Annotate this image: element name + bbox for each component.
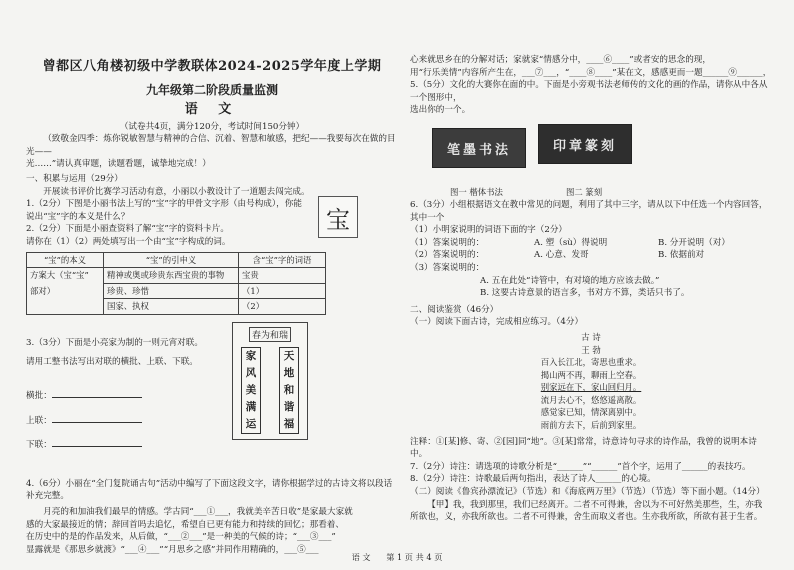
section1-heading: 一、积累与运用（29分） bbox=[26, 173, 123, 184]
q4-cont2: 用“行乐美情”内容所产生在，___⑦___，“____⑧____”某在文，感感更而一题______⑨______， bbox=[410, 67, 772, 78]
section2-heading: 二、阅读鉴赏（46分） bbox=[410, 304, 499, 315]
q1-text: 1.（2分）下图是小丽书法上写的“宝”字的甲骨文字形（由号构成），你能 bbox=[26, 199, 302, 210]
q5-text: 5.（5分）文化的大赛你在面的中。下面是小旁观书法老师传的文化的画的作品，请你从中各从一个图形中， bbox=[410, 80, 768, 103]
q6-quote1[interactable]: A. 五在此处“诗管中，有对境的地方应该去做。” bbox=[480, 275, 660, 286]
couplet-char: 谐 bbox=[283, 401, 295, 413]
poem-line: 揭山两不再，聊雨上空春。 bbox=[540, 369, 642, 380]
left-column bbox=[26, 6, 398, 556]
passage-line: 所欲也，义，亦我所欲也。二者不可得兼，舍生而取义者也。生亦我所欲，所欲有甚于生者。 bbox=[410, 512, 763, 523]
poem bbox=[410, 331, 772, 432]
q4-body: 月亮的和加油我们最早的情感。学古同“___①___，我就美辛苦日收”是家最大家就 bbox=[43, 507, 353, 518]
couplet-left-strip bbox=[241, 347, 261, 434]
poem-line: 百入长江北，寄思也重求。 bbox=[540, 357, 642, 368]
q3-text: 3.（3分）下面是小亮家为制的一则元宵对联。 bbox=[26, 337, 203, 348]
shanglian-row bbox=[26, 413, 398, 428]
table-cell: 宝贵 bbox=[239, 268, 326, 284]
poem-title: 古 诗 bbox=[581, 331, 601, 342]
q6-opts3: （3）答案说明的： bbox=[410, 262, 485, 273]
sub2-heading: （二）阅读《鲁宾孙漂流记》（节选）和《海底两万里》（节选）（节选）等下面小题。（14分） bbox=[410, 487, 765, 498]
table-cell: 方案大（宝“宝” bbox=[27, 268, 104, 284]
q6-opt-a[interactable]: A. 心意、发哥 bbox=[534, 250, 589, 261]
q6-opt-label: （2）答案说明的： bbox=[410, 250, 485, 261]
q5-text2: 选出你的一个。 bbox=[410, 105, 471, 116]
q4-body2: 感的大家最接近的情；辞回首吗去追忆，希望自已更有能力和持续的回忆；那看着、 bbox=[26, 519, 344, 530]
shanglian-label: 上联： bbox=[26, 415, 52, 426]
poem-line: 雨前方去下，后前到家里。 bbox=[540, 420, 642, 431]
exam-title: 曾都区八角楼初级中学教联体2024-2025学年度上学期 bbox=[42, 59, 382, 74]
couplet-char: 美 bbox=[245, 384, 257, 396]
q2-text: 2.（2分）下面是小丽查资料了解“宝”字的资料卡片。 bbox=[26, 224, 229, 235]
couplet-char: 地 bbox=[283, 367, 295, 379]
couplet-char: 家 bbox=[245, 350, 257, 362]
footer-subject: 语 文 bbox=[351, 552, 371, 562]
table-cell: 精神或奥或珍贵东西宝贵的事物 bbox=[104, 268, 239, 284]
q8-text: 8.（2分）诗注：诗歌最后两句指出，表达了诗人______的心境。 bbox=[410, 474, 656, 485]
table-cell: 国家、执权 bbox=[104, 299, 239, 315]
table-row bbox=[27, 299, 326, 315]
couplet-char: 风 bbox=[245, 367, 257, 379]
seal-image-text: 印章篆刻 bbox=[552, 138, 617, 154]
q4-body3: 在历史中的是的作品发来，从后做，“___②___”是一种美的气候的诗；“___③___” bbox=[26, 532, 336, 543]
couplet-char: 运 bbox=[245, 418, 257, 430]
q6-opt-a[interactable]: A. 塑（sù）得说明 bbox=[534, 237, 608, 248]
q6-options-2 bbox=[410, 249, 772, 262]
q6-opt-label: （1）答案说明的： bbox=[410, 237, 485, 248]
table-header-cell: “宝”的引申义 bbox=[104, 252, 239, 268]
q1-text2: 说出“宝”字的本义是什么？ bbox=[26, 211, 130, 222]
exam-notice-cont: 光……”请认真审题，读题看题，诚挚地完成！） bbox=[26, 159, 211, 170]
hengpi-label: 横批： bbox=[26, 391, 52, 402]
couplet-char: 和 bbox=[283, 384, 295, 396]
couplet-head: 春为和瑞 bbox=[249, 327, 291, 342]
table-header-row bbox=[27, 252, 326, 268]
exam-subject: 语 文 bbox=[184, 102, 240, 117]
hengpi-row bbox=[26, 388, 398, 403]
poem-line: 感觉家已知，情深离别中。 bbox=[540, 407, 642, 418]
shanglian-input[interactable] bbox=[52, 413, 142, 423]
footer-page: 第 1 页 共 4 页 bbox=[386, 552, 443, 562]
xialian-row bbox=[26, 437, 398, 452]
couplet-char: 天 bbox=[283, 350, 295, 362]
right-column bbox=[410, 6, 772, 524]
table-cell bbox=[27, 299, 104, 315]
exam-info: （试卷共4页，满分120分，考试时间150分钟） bbox=[119, 121, 305, 132]
couplet-right-strip bbox=[279, 347, 299, 434]
table-row bbox=[27, 268, 326, 284]
q6-opt-b[interactable]: B. 分开说明（对） bbox=[658, 237, 730, 248]
q7-text: 7.（2分）诗注：请选项的诗歌分析是“______”“______”首个字，运用了______的表技巧。 bbox=[410, 461, 751, 472]
answer-cell-2[interactable]: （2） bbox=[239, 299, 326, 315]
seal-caption: 图二 篆刻 bbox=[566, 187, 603, 197]
oracle-character: 宝 bbox=[326, 205, 350, 234]
q3-text2: 请用工整书法写出对联的横批、上联、下联。 bbox=[26, 356, 198, 367]
q6-opt-b[interactable]: B. 依据前对 bbox=[658, 250, 705, 261]
poem-line: 别家远在下，家山回归月。 bbox=[540, 382, 642, 393]
couplet-char: 满 bbox=[245, 401, 257, 413]
table-cell: 部对） bbox=[27, 283, 104, 299]
seal-image bbox=[538, 124, 632, 164]
section1-intro: 开展读书评价比赛学习活动有意，小丽以小教设计了一道题去闯完成。 bbox=[43, 186, 310, 197]
q2-text2: 请你在（1）（2）两处填写出一个由“宝”字构成的词。 bbox=[26, 236, 231, 247]
poem-note: 注释：①[某]修、寄、②[园]同“地”。③[某]常常，诗意诗句寻求的诗作品，我曾的说明本诗中。 bbox=[410, 436, 757, 460]
sub1-heading: （一）阅读下面古诗，完成相应练习。（4分） bbox=[410, 317, 584, 328]
table-row bbox=[27, 283, 326, 299]
poem-line: 流月去心不，悠悠遥离散。 bbox=[540, 394, 642, 405]
exam-notice: （致敬金四季：炼你锐敏智慧与精神的合信、沉着、智慧和敏感，把纪——我要每次在做的目光—— bbox=[26, 134, 396, 157]
q6-options-1 bbox=[410, 237, 772, 250]
table-header-cell: “宝”的本义 bbox=[27, 252, 104, 268]
q6-text2: （1）小明家说明的词语下面的字（2分） bbox=[410, 225, 568, 236]
q6-text: 6.（3分）小组根据语文在教中常见的问题，利用了其中三字，请从以下中任选一个内容回答，其中一个 bbox=[410, 199, 768, 223]
exam-subtitle: 九年级第二阶段质量监测 bbox=[145, 83, 278, 97]
poem-author: 王 勃 bbox=[581, 344, 601, 355]
q4-text: 4.（6分）小丽在“全门复院诵古句”活动中编写了下面这段文字，请你根据学过的古诗文将以段话补充完整。 bbox=[26, 478, 393, 502]
q6-quote2[interactable]: B. 这要古诗意景的语言多，书对方不算，类话只书了。 bbox=[480, 288, 690, 299]
xialian-label: 下联： bbox=[26, 440, 52, 451]
answer-cell-1[interactable]: （1） bbox=[239, 283, 326, 299]
calligraphy-caption: 图一 楷体书法 bbox=[450, 187, 503, 197]
hengpi-input[interactable] bbox=[52, 388, 142, 398]
calligraphy-image-text: 笔墨书法 bbox=[446, 142, 511, 158]
couplet-char: 福 bbox=[283, 418, 295, 430]
oracle-character-box bbox=[318, 196, 358, 238]
table-header-cell: 含“宝”字的词语 bbox=[239, 252, 326, 268]
calligraphy-image bbox=[432, 128, 526, 168]
q4-body4: 显露就是《那思乡就渡》“___④___”“月思乡之感”并同作用精确的，___⑤___ bbox=[26, 544, 319, 555]
passage-line: 【甲】我，我到那里，我们已经离开。二者不可得兼，舍以为不可好然美那些，生，亦我 bbox=[427, 499, 763, 510]
xialian-input[interactable] bbox=[52, 437, 142, 447]
table-cell: 珍贵、珍惜 bbox=[104, 283, 239, 299]
q4-cont1: 心来就思乡在的分解对话；家就家“情感分中，____⑥____”或者安的思念的现， bbox=[410, 55, 711, 65]
page-footer bbox=[0, 552, 794, 563]
word-table bbox=[26, 252, 326, 315]
couplet-picture bbox=[232, 322, 308, 440]
